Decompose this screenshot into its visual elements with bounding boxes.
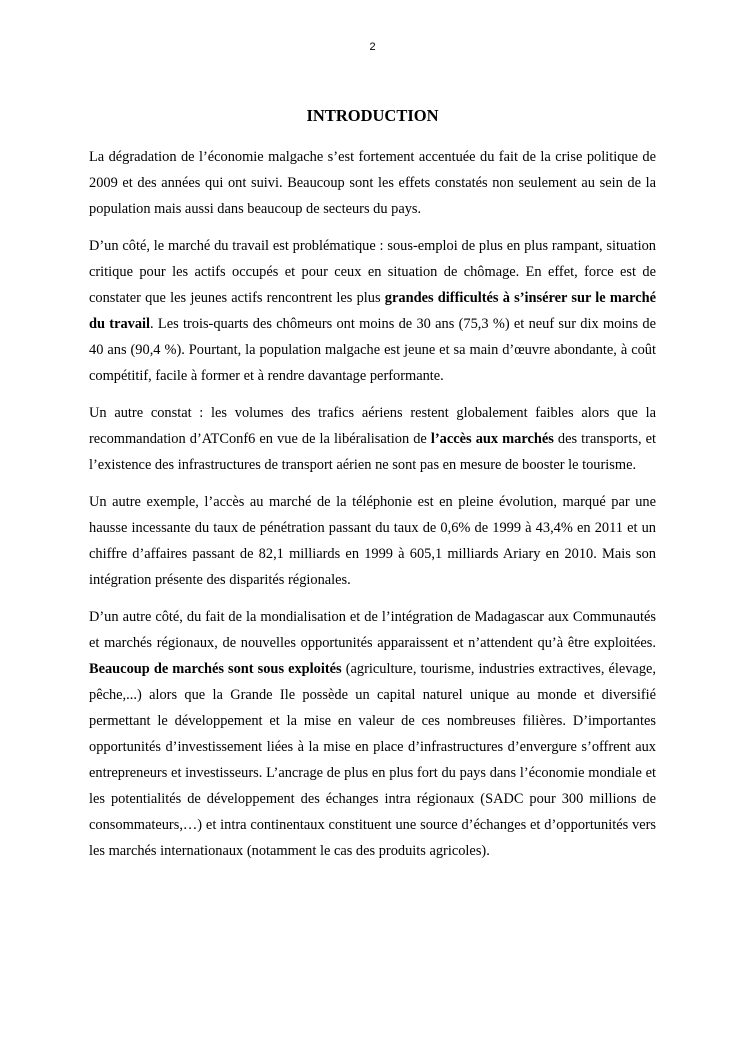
paragraph-globalization — [89, 604, 656, 864]
paragraph-text: des transports, et l’existence des infrastructures de transport aérien ne sont pas en mesure de booster le tourisme. — [89, 431, 656, 473]
paragraph-text: Un autre exemple, l’accès au marché de la téléphonie est en pleine évolution, marqué par une hausse incessante du taux de pénétration passant du taux de 0,6% de 1999 à 43,4% en 2011 et un chiffre d’affaires passant de 82,1 milliards en 1999 à 605,1 milliards Ariary en 2010. Mais son intégration présente des disparités régionales. — [89, 494, 656, 588]
paragraph-telephony — [89, 489, 656, 593]
paragraph-crisis — [89, 144, 656, 222]
emphasis-text: Beaucoup de marchés sont sous exploités — [89, 661, 342, 677]
paragraph-text: (agriculture, tourisme, industries extractives, élevage, pêche,...) alors que la Grande Ile possède un capital naturel unique au monde et diversifié permettant le développement et la mise en valeur de ces nombreuses filières. D’importantes opportunités d’investissement liées à la mise en place d’infrastructures d’envergure s’offrent aux entrepreneurs et investisseurs. L’ancrage de plus en plus fort du pays dans l’économie mondiale et les potentialités de développement des échanges intra régionaux (SADC pour 300 millions de consommateurs,…) et intra continentaux constituent une source d’échanges et d’opportunités vers les marchés internationaux (notamment le cas des produits agricoles). — [89, 661, 656, 859]
paragraph-air-traffic — [89, 400, 656, 478]
paragraph-labor-market — [89, 233, 656, 389]
page-number: 2 — [369, 41, 376, 53]
page-title: INTRODUCTION — [306, 106, 439, 125]
emphasis-text: grandes difficultés à s’insérer sur le marché du travail — [89, 290, 656, 332]
document-body — [89, 144, 656, 875]
paragraph-text: La dégradation de l’économie malgache s’est fortement accentuée du fait de la crise politique de 2009 et des années qui ont suivi. Beaucoup sont les effets constatés non seulement au sein de la population mais aussi dans beaucoup de secteurs du pays. — [89, 149, 656, 217]
emphasis-text: l’accès aux marchés — [430, 431, 554, 447]
paragraph-text: D’un côté, le marché du travail est problématique : sous-emploi de plus en plus rampant, situation critique pour les actifs occupés et pour ceux en situation de chômage. En effet, force est de constater que les jeunes actifs rencontrent les plus — [89, 238, 656, 306]
paragraph-text: Un autre constat : les volumes des trafics aériens restent globalement faibles alors que la recommandation d’ATConf6 en vue de la libéralisation de — [89, 405, 656, 447]
paragraph-text: D’un autre côté, du fait de la mondialisation et de l’intégration de Madagascar aux Communautés et marchés régionaux, de nouvelles opportunités apparaissent et n’attendent qu’à être exploitées. — [89, 609, 656, 651]
paragraph-text: . Les trois-quarts des chômeurs ont moins de 30 ans (75,3 %) et neuf sur dix moins de 40 ans (90,4 %). Pourtant, la population malgache est jeune et sa main d’œuvre abondante, à coût compétitif, facile à former et à rendre davantage performante. — [89, 316, 656, 384]
